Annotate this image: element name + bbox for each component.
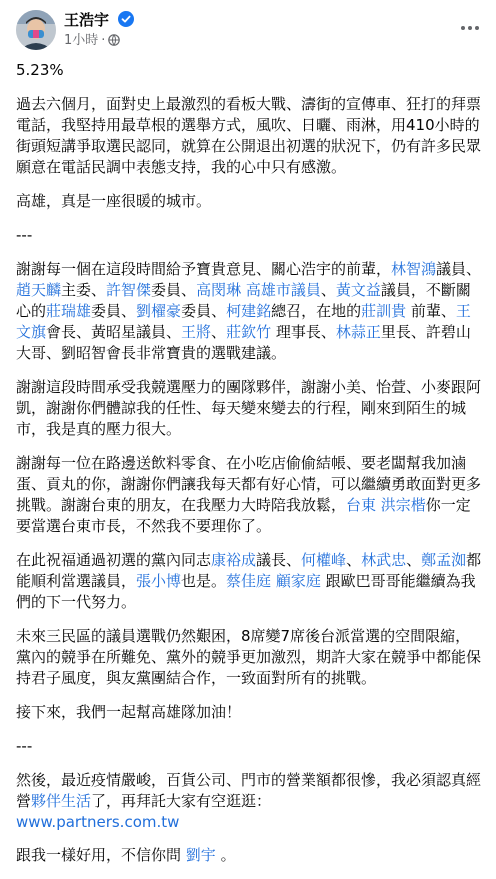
post-paragraph-thanks-team: 謝謝這段時間承受我競選壓力的團隊夥伴，謝謝小美、怡萱、小麥跟阿凱，謝謝你們體諒我的任性、每天變來變去的行程，剛來到陌生的城市，我是真的壓力很大。 [16,378,482,438]
mention-link[interactable]: 莊欽竹 [226,323,272,341]
post-paragraph-closing [16,770,484,833]
website-link[interactable]: www.partners.com.tw [16,813,180,831]
text-segment: 謝謝每一個在這段時間給予寶貴意見、關心浩宇的前輩， [16,260,392,278]
post-paragraph-blessing [16,550,484,613]
post-paragraph-next: 接下來，我們一起幫高雄隊加油！ [16,703,242,721]
mention-link[interactable]: 王文旗 [16,302,471,341]
mention-link[interactable]: 劉宇 [185,846,216,864]
mention-link[interactable]: 夥伴生活 [31,792,92,810]
text-segment: 跟我一樣好用，不信你問 [16,846,186,864]
text-segment: 議員、 [436,260,482,278]
avatar-image [16,10,56,50]
mention-link[interactable]: 張小博 [136,572,182,590]
text-segment: 議長、 [256,551,302,569]
mention-link[interactable]: 鄭孟洳 [421,551,467,569]
text-segment: 。 [215,846,236,864]
text-segment: 、 [211,323,227,341]
mention-link[interactable]: 黃文益 [335,281,381,299]
text-segment: 都能順利當選議員， [16,551,482,590]
avatar[interactable] [16,10,56,50]
mention-link[interactable]: 何權峰 [301,551,347,569]
text-segment: 、 [320,281,336,299]
text-segment: 里長、許碧山大哥、劉昭智會長非常寶貴的選戰建議。 [16,323,471,362]
author-name-label: 王浩宇 [64,11,110,29]
mention-link[interactable]: 林武忠 [361,551,407,569]
post-percent: 5.23% [16,61,64,79]
text-segment: 委員、 [91,302,137,320]
post-paragraph-thanks-supporters [16,453,484,537]
mention-link[interactable]: 劉櫂豪 [136,302,182,320]
mention-link[interactable]: 許智傑 [106,281,152,299]
text-segment: 然後，最近疫情嚴峻，百貨公司、門市的營業額都很慘，我必須認真經營 [16,771,482,810]
text-segment: 委員、 [151,281,197,299]
mention-link[interactable]: 康裕成 [211,551,257,569]
globe-icon[interactable] [108,34,120,51]
text-segment: 、 [406,551,422,569]
mention-link[interactable]: 林智鴻 [391,260,437,278]
post-paragraph-final [16,845,484,866]
mention-link[interactable]: 柯建銘 [226,302,272,320]
text-segment: 你一定要當選台東市長，不然我不要理你了。 [16,496,471,535]
mention-link[interactable]: 台東 洪宗楷 [346,496,426,514]
post-paragraph-future: 未來三民區的議員選戰仍然艱困，8席變7席後台派當選的空間限縮，黨內的競爭在所難免、黨外的競爭更加激烈，期許大家在競爭中都能保持君子風度，與友黨團結合作，一致面對所有的挑戰。 [16,627,482,687]
more-options-icon[interactable] [454,16,486,40]
author-name[interactable] [64,10,134,32]
post-paragraph-campaign: 過去六個月，面對史上最激烈的看板大戰、濤街的宣傳車、狂打的拜票電話，我堅持用最草根的選舉方式，風吹、日曬、雨淋，用410小時的街頭短講爭取選民認同，就算在公開退出初選的狀況下，仍有許多民眾願意在電話民調中表態支持，我的心中只有感激。 [16,95,482,176]
post-meta [64,33,120,51]
text-segment: 總召，在地的 [271,302,362,320]
post-timestamp[interactable]: 1小時 [64,33,99,48]
mention-link[interactable]: 莊訓貴 [361,302,407,320]
mention-link[interactable]: 趙天麟 [16,281,62,299]
text-segment: 前輩、 [406,302,456,320]
mention-link[interactable]: 莊瑞雄 [46,302,92,320]
text-segment: 也是。 [181,572,227,590]
post-separator-2: --- [16,737,33,755]
post-separator: --- [16,226,33,244]
mention-link[interactable]: 林蒜正 [335,323,381,341]
post-body [16,60,484,879]
text-segment: 、 [346,551,362,569]
text-segment: 跟歐巴哥哥能繼續為我們的下一代努力。 [16,572,476,611]
post-paragraph-city: 高雄，真是一座很暖的城市。 [16,192,212,210]
text-segment: 主委、 [61,281,107,299]
text-segment: 議員，不斷關心的 [16,281,471,320]
text-segment: 委員、 [181,302,227,320]
verified-badge-icon [118,11,134,32]
post-header [16,10,486,54]
text-segment: 在此祝福通過初選的黨內同志 [16,551,212,569]
text-segment: 了，再拜託大家有空逛逛： [91,792,272,810]
meta-separator: · [101,33,106,48]
mention-link[interactable]: 高閔琳 高雄市議員 [196,281,321,299]
mention-link[interactable]: 王將 [181,323,212,341]
post-paragraph-thanks-mentors [16,259,484,364]
mention-link[interactable]: 蔡佳庭 顧家庭 [226,572,321,590]
text-segment: 謝謝每一位在路邊送飲料零食、在小吃店偷偷結帳、要老闆幫我加滷蛋、貢丸的你，謝謝你們讓我每天都有好心情，可以繼續勇敢面對更多挑戰。謝謝台東的朋友，在我壓力大時陪我放鬆， [16,454,482,514]
text-segment: 會長、黃昭星議員、 [46,323,182,341]
text-segment: 理事長、 [271,323,336,341]
